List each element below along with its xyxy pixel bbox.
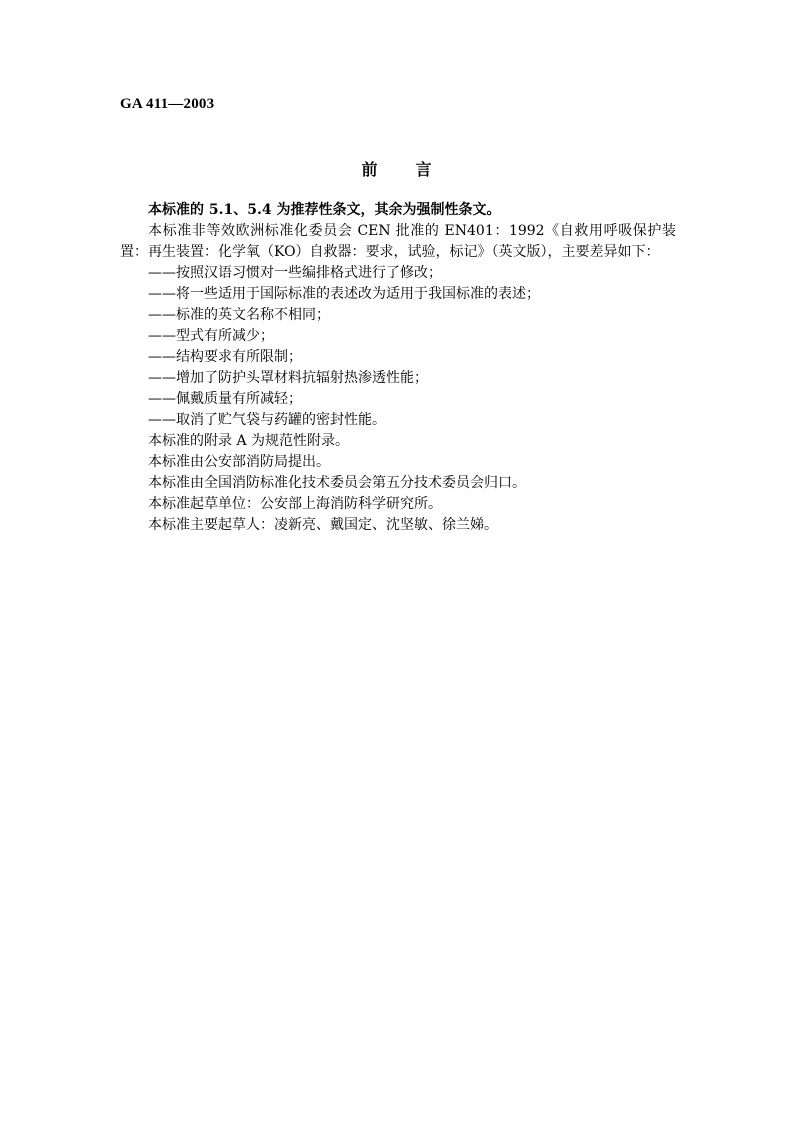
drafting-unit-paragraph: 本标准起草单位：公安部上海消防科学研究所。: [148, 496, 442, 512]
page-title: [0, 157, 793, 180]
difference-item: ——型式有所减少；: [148, 328, 274, 344]
centralized-paragraph: 本标准由全国消防标准化技术委员会第五分技术委员会归口。: [148, 475, 526, 491]
drafters-paragraph: 本标准主要起草人：凌新亮、戴国定、沈坚敏、徐兰娣。: [148, 517, 498, 533]
difference-item: ——取消了贮气袋与药罐的密封性能。: [148, 412, 386, 428]
appendix-paragraph: 本标准的附录 A 为规范性附录。: [148, 433, 350, 449]
difference-item: ——将一些适用于国际标准的表述改为适用于我国标准的表述；: [148, 286, 540, 302]
proposer-paragraph: 本标准由公安部消防局提出。: [148, 454, 330, 470]
difference-item: ——结构要求有所限制；: [148, 349, 302, 365]
difference-item: ——佩戴质量有所减轻；: [148, 391, 302, 407]
differences-list: [120, 263, 676, 431]
mandatory-note: 本标准的 5.1、5.4 为推荐性条文，其余为强制性条文。: [148, 202, 501, 218]
difference-item: ——增加了防护头罩材料抗辐射热渗透性能；: [148, 370, 428, 386]
difference-item: ——标准的英文名称不相同；: [148, 307, 330, 323]
foreword-body: [120, 200, 676, 536]
title-char-1: 前: [361, 160, 378, 179]
equivalence-paragraph: 本标准非等效欧洲标准化委员会 CEN 批准的 EN401：1992《自救用呼吸保护装置：再生装置：化学氧（KO）自救器：要求，试验，标记》（英文版），主要差异如下：: [120, 223, 676, 260]
title-char-2: 言: [415, 160, 432, 179]
standard-code-header: GA 411—2003: [120, 96, 215, 112]
difference-item: ——按照汉语习惯对一些编排格式进行了修改；: [148, 265, 442, 281]
